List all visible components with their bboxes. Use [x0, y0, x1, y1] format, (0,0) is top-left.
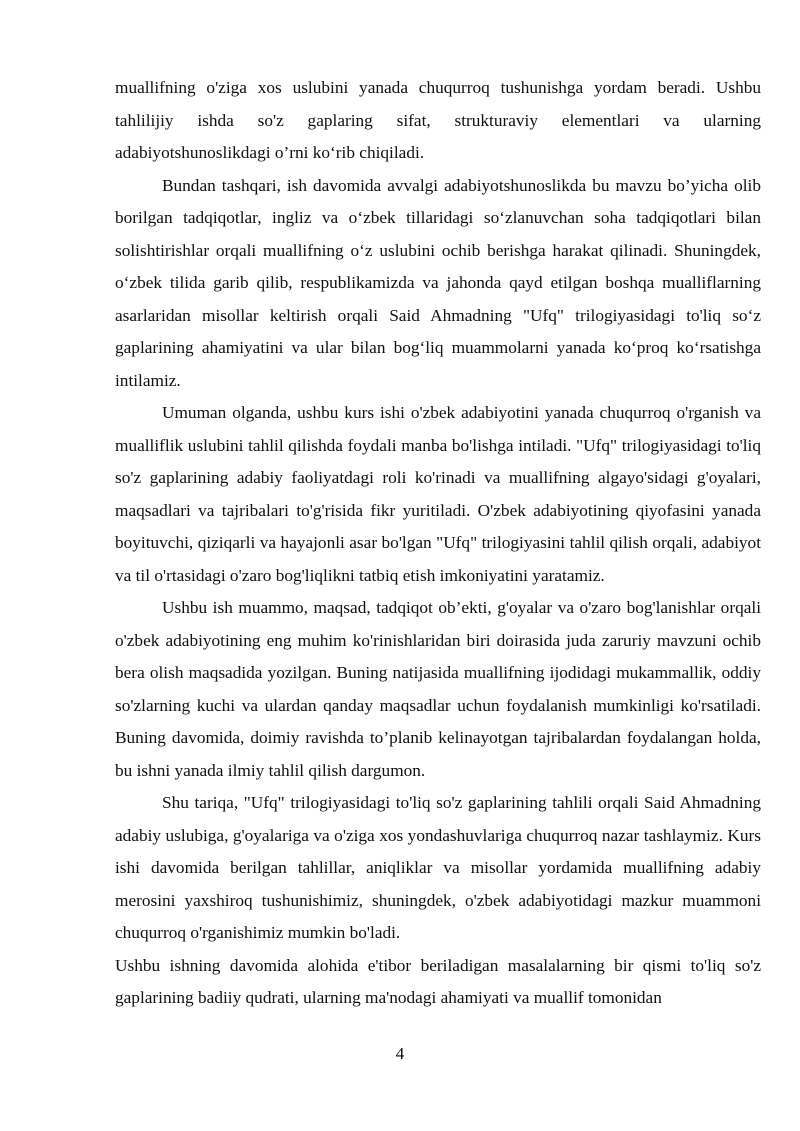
page-number: 4: [395, 1044, 405, 1063]
document-body: [115, 72, 761, 1015]
paragraph-previous-research: Bundan tashqari, ish davomida avvalgi adabiyotshunoslikda bu mavzu bo’yicha olib borilgan tadqiqotlar, ingliz va o‘zbek tillaridagi so‘zlanuvchan soha tadqiqotlari bilan solishtirishlar orqali muallifning o‘z uslubini ochib berishga harakat qilinadi. Shuningdek, o‘zbek tilida garib qilib, respublikamizda va jahonda qayd etilgan boshqa mualliflarning asarlaridan misollar keltirish orqali Said Ahmadning "Ufq" trilogiyasidagi to'liq so‘z gaplarining ahamiyatini va ular bilan bog‘liq muammolarni yanada ko‘proq ko‘rsatishga intilamiz.: [115, 175, 761, 390]
paragraph-overall-purpose: Umuman olganda, ushbu kurs ishi o'zbek adabiyotini yanada chuqurroq o'rganish va mualliflik uslubini tahlil qilishda foydali manba bo'lishga intiladi. "Ufq" trilogiyasidagi to'liq so'z gaplarining adabiy faoliyatdagi roli ko'rinadi va muallifning algayo'sidagi g'oyalari, maqsadlari va tajribalari to'g'risida fikr yuritiladi. O'zbek adabiyotining qiyofasini yanada boyituvchi, qiziqarli va hayajonli asar bo'lgan "Ufq" trilogiyasini tahlil qilish orqali, adabiyot va til o'rtasidagi o'zaro bog'liqlikni tatbiq etish imkoniyatini yaratamiz.: [115, 403, 761, 585]
paragraph-problem-goal: Ushbu ish muammo, maqsad, tadqiqot ob’ekti, g'oyalar va o'zaro bog'lanishlar orqali o'zbek adabiyotining eng muhim ko'rinishlaridan biri doirasida juda zaruriy mavzuni ochib bera olish maqsadida yozilgan. Buning natijasida muallifning ijodidagi mukammallik, oddiy so'zlarning kuchi va ulardan qanday maqsadlar uchun foydalanish mumkinligi ko'rsatiladi. Buning davomida, doimiy ravishda to’planib kelinayotgan tajribalardan foydalangan holda, bu ishni yanada ilmiy tahlil qilish dargumon.: [115, 598, 761, 780]
paragraph-attention-issues: Ushbu ishning davomida alohida e'tibor beriladigan masalalarning bir qismi to'liq so'z gaplarining badiiy qudrati, ularning ma'nodagi ahamiyati va muallif tomonidan: [115, 955, 761, 1007]
paragraph-continuation: muallifning o'ziga xos uslubini yanada chuqurroq tushunishga yordam beradi. Ushbu tahlilijiy ishda so'z gaplaring sifat, strukturaviy elementlari va ularning adabiyotshunoslikdagi o’rni ko‘rib chiqiladi.: [115, 78, 761, 162]
paragraph-conclusion: Shu tariqa, "Ufq" trilogiyasidagi to'liq so'z gaplarining tahlili orqali Said Ahmadning adabiy uslubiga, g'oyalariga va o'ziga xos yondashuvlariga chuqurroq nazar tashlaymiz. Kurs ishi davomida berilgan tahlillar, aniqliklar va misollar yordamida muallifning adabiy merosini yaxshiroq tushunishimiz, shuningdek, o'zbek adabiyotidagi mazkur muammoni chuqurroq o'rganishimiz mumkin bo'ladi.: [115, 793, 761, 942]
